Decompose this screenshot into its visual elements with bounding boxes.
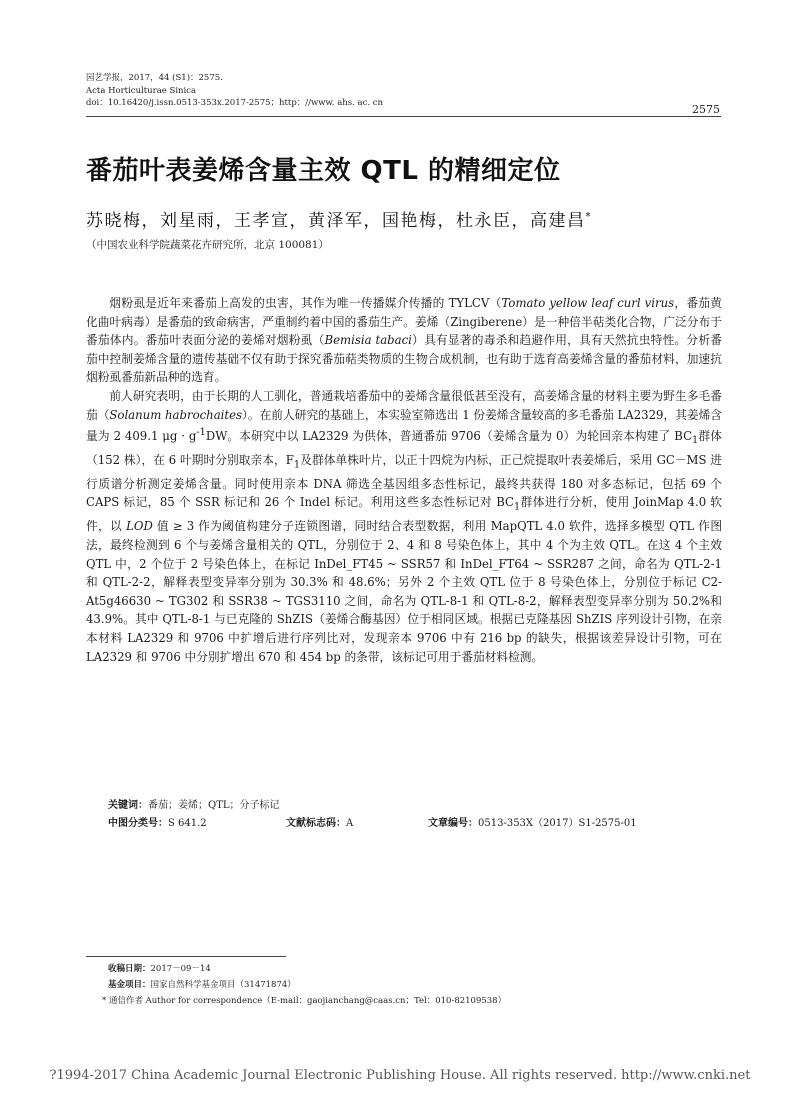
article-title: 番茄叶表姜烯含量主效 QTL 的精细定位 [86, 156, 561, 186]
keywords-value: 番茄；姜烯；QTL；分子标记 [148, 800, 280, 811]
footnote-received: 收稿日期：2017－09－14 [108, 964, 211, 974]
journal-english-name: Acta Horticulturae Sinica [86, 85, 197, 96]
abstract-paragraph-1: 烟粉虱是近年来番茄上高发的虫害，其作为唯一传播媒介传播的 TYLCV（Tomato yellow leaf curl virus，番茄黄化曲叶病毒）是番茄的致命病害，严重制约着中国的番茄生产。姜烯（Zingiberene）是一种倍半萜类化合物，广泛分布于番茄体内。番茄叶表面分泌的姜烯对烟粉虱（Bemisia tabaci）具有显著的毒杀和趋避作用，具有天然抗虫特性。分析番茄中控制姜烯含量的遗传基础不仅有助于探究番茄萜类物质的生物合成机制，也有助于选育高姜烯含量的番茄材料，加速抗烟粉虱番茄新品种的选育。 [86, 296, 722, 385]
footnote-funding: 基金项目：国家自然科学基金项目（31471874） [108, 980, 296, 990]
author-list [86, 206, 591, 231]
keywords [108, 796, 280, 815]
page-number: 2575 [692, 103, 720, 116]
footnote-rule [86, 956, 286, 957]
abstract [86, 294, 722, 666]
header-rule [86, 116, 721, 117]
copyright-footer: ?1994-2017 China Academic Journal Electronic Publishing House. All rights reserved. http://www.cnki.net [49, 1068, 751, 1083]
doi-line: doi：10.16420/j.issn.0513-353x.2017-2575；http：//www. ahs. ac. cn [86, 98, 383, 108]
corresponding-mark: * [585, 211, 591, 223]
footnote-correspondence: * 通信作者 Author for correspondence（E-mail：gaojianchang@caas.cn；Tel：010-82109538） [102, 996, 507, 1006]
document-code: 文献标志码：A [286, 818, 354, 829]
abstract-paragraph-2: 前人研究表明，由于长期的人工驯化，普通栽培番茄中的姜烯含量很低甚至没有，高姜烯含量的材料主要为野生多毛番茄（Solanum habrochaites）。在前人研究的基础上，本实验室筛选出 1 份姜烯含量较高的多毛番茄 LA2329，其姜烯含量为 2 409.1 $\mu g \cdot g^{-1}DW$。本研究中以 LA2329 为供体，普通番茄 9706（姜烯含量为 0）为轮回亲本构建了 $BC_1$群体（152 株），在 6 叶期时分别取亲本，$F_1$及群体单株叶片，以正十四烷为内标，正己烷提取叶表姜烯后，采用 GC－MS 进行质谱分析测定姜烯含量。同时使用亲本 DNA 筛选全基因组多态性标记，最终共获得 180 对多态标记，包括 69 个 CAPS 标记，85 个 SSR 标记和 26 个 Indel 标记。利用这些多态性标记对 $BC_1$群体进行分析，使用 JoinMap 4.0 软件，以 LOD 值 ≥ 3 作为阈值构建分子连锁图谱，同时结合表型数据，利用 MapQTL 4.0 软件，选择多模型 QTL 作图法，最终检测到 6 个与姜烯含量相关的 QTL，分别位于 2、4 和 8 号染色体上，其中 4 个为主效 QTL。在这 4 个主效 QTL 中，2 个位于 2 号染色体上，在标记 InDel_FT45 ~ SSR57 和 InDel_FT64 ~ SSR287 之间，命名为 QTL-2-1 和 QTL-2-2，解释表型变异率分别为 30.3% 和 48.6%；另外 2 个主效 QTL 位于 8 号染色体上，分别位于标记 C2-At5g46630 ~ TG302 和 SSR38 ~ TGS3110 之间，命名为 QTL-8-1 和 QTL-8-2，解释表型变异率分别为 50.2%和 43.9%。其中 QTL-8-1 与已克隆的 ShZIS（姜烯合酶基因）位于相同区域。根据已克隆基因 ShZIS 序列设计引物，在亲本材料 LA2329 和 9706 中扩增后进行序列比对，发现亲本 9706 中有 216 bp 的缺失，根据该差异设计引物，可在 LA2329 和 9706 中分别扩增出 670 和 454 bp 的条带，该标记可用于番茄材料检测。 [86, 388, 723, 664]
journal-header [86, 72, 383, 110]
author-names: 苏晓梅，刘星雨，王孝宣，黄泽军，国艳梅，杜永臣，高建昌 [86, 211, 586, 231]
citation-line: 园艺学报，2017，44 (S1)：2575. [86, 73, 223, 83]
clc-number: 中图分类号：S 641.2 [108, 818, 207, 829]
affiliation: （中国农业科学院蔬菜花卉研究所，北京 100081） [86, 239, 329, 251]
article-number: 文章编号：0513-353X（2017）S1-2575-01 [428, 818, 637, 829]
keywords-label: 关键词： [108, 800, 148, 811]
